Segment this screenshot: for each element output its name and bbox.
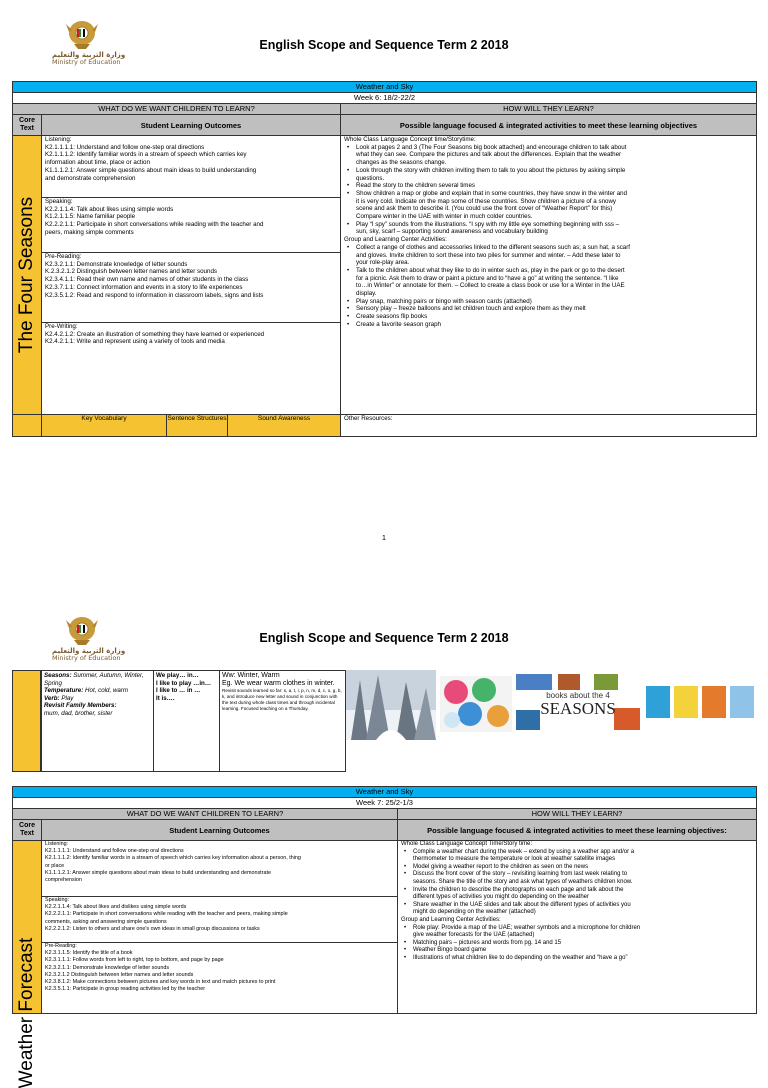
activity-item bbox=[413, 955, 753, 963]
activity-item bbox=[356, 313, 753, 321]
theme-band: Weather and Sky bbox=[13, 787, 757, 798]
activity-line: what they can see. Compare the pictures and talk about the differences. Explain that the weather bbox=[356, 151, 622, 159]
activity-line: different types of activities you might do depending on the weather bbox=[413, 894, 590, 901]
activity-line: might do depending on the weather (attached) bbox=[413, 909, 536, 916]
activity-item bbox=[356, 182, 753, 190]
outcome-line: and demonstrate comprehension bbox=[45, 174, 136, 182]
activity-line: • Weather Bingo board game bbox=[413, 947, 487, 954]
activity-line: give weather forecasts for the UAE (attached) bbox=[413, 932, 535, 939]
activity-item bbox=[413, 887, 753, 902]
outcome-line: K1.1.1.2.1: Answer simple questions about main ideas to build understanding and demonstrate bbox=[45, 869, 271, 876]
learn-question: WHAT DO WE WANT CHILDREN TO LEARN? bbox=[13, 809, 398, 820]
outcome-line: K2.3.5.1.1: Participate in group reading activities led by the teacher bbox=[45, 986, 206, 993]
activity-line: for a picnic. Ask them to draw or paint a picture and to “have a go” at writing the sentence. “I like bbox=[356, 274, 619, 282]
activity-line: • Compile a weather chart during the week – extend by using a weather app and/or a bbox=[413, 848, 635, 855]
temperature-label: Temperature: bbox=[44, 687, 84, 695]
week-label: Week 6: 18/2-22/2 bbox=[13, 93, 757, 104]
sentence-1: We play… in… bbox=[156, 672, 199, 679]
outcome-line: K2.1.1.1.1: Understand and follow one-step oral directions bbox=[45, 143, 205, 151]
core-text-label: Core Text bbox=[13, 820, 42, 841]
outcomes-header: Student Learning Outcomes bbox=[42, 820, 398, 841]
activity-line: • Create a favorite season graph bbox=[356, 320, 441, 328]
activity-line: • Sensory play – freeze balloons and let children touch and explore them as they melt bbox=[356, 305, 586, 313]
activity-line: display. bbox=[356, 290, 377, 298]
outcome-line: comprehension bbox=[45, 877, 82, 884]
sentence-structures-label: Sentence Structures bbox=[167, 415, 228, 436]
seasons-label: Seasons: bbox=[44, 672, 72, 679]
outcome-line: K2.3.2.1.2 Distinguish between letter names and letter sounds bbox=[45, 971, 194, 978]
activities-header: Possible language focused & integrated activities to meet these learning objectives: bbox=[398, 820, 757, 841]
activity-line: • Discuss the front cover of the story – revisiting learning from last week relating to bbox=[413, 871, 628, 878]
frozen-balloons-photo bbox=[440, 676, 512, 732]
activities-header: Possible language focused & integrated activities to meet these learning objectives bbox=[341, 115, 757, 136]
outcome-line: K2.1.1.1.2: Identify familiar words in a stream of speech which carries key information about a person, thing bbox=[45, 855, 301, 862]
activity-line: • Model giving a weather report to the children as seen on the news bbox=[413, 863, 589, 870]
verb-label: Verb: bbox=[44, 694, 60, 702]
activity-line: • Invite the children to describe the photographs on each page and talk about the bbox=[413, 886, 624, 893]
outcome-line: K2.3.5.1.2: Read and respond to information in classroom labels, signs and lists bbox=[45, 291, 264, 299]
pre-reading-outcomes bbox=[42, 943, 398, 1014]
activity-line: • Look through the story with children inviting them to talk to you about the pictures by asking simple bbox=[356, 166, 626, 174]
activity-list bbox=[344, 244, 753, 329]
outcome-line: comments, asking and answering simple questions bbox=[45, 918, 167, 925]
activity-item bbox=[356, 267, 753, 298]
sound-note: Revisit sounds learned so far: s, a, t, i, p, n, m, d, c, o, g, b, k, and introduce new letter and sound in conjunction with the text during whole class times and through incidental learning. Focused teaching on a Thursday. bbox=[222, 687, 342, 712]
sound-example: Eg. We wear warm clothes in winter. bbox=[222, 679, 335, 687]
activity-item bbox=[356, 190, 753, 221]
outcome-line: K2.2.1.1.4: Talk about likes and dislikes using simple words bbox=[45, 904, 187, 911]
activity-line: scene and ask them to describe it. (You could use the front cover of “Weather Report” for this) bbox=[356, 205, 613, 213]
key-vocab-label: Key Vocabulary bbox=[42, 415, 167, 436]
activity-item bbox=[356, 305, 753, 313]
activity-item bbox=[413, 902, 753, 917]
outcome-line: K2.2.2.1.1: Participate in short conversations while reading with the teacher and peers, making simple bbox=[45, 911, 288, 918]
other-resources: Other Resources: bbox=[341, 415, 757, 437]
activity-line: • Illustrations of what children like to do depending on the weather and “have a go” bbox=[413, 954, 628, 961]
outcome-line: K2.3.2.1.1: Demonstrate knowledge of letter sounds bbox=[45, 964, 170, 971]
ministry-name-english: Ministry of Education bbox=[52, 654, 121, 662]
outcome-heading: Listening: bbox=[45, 841, 69, 847]
sound-main: Ww: Winter, Warm bbox=[222, 672, 280, 679]
activity-line: to…in Winter” or annotate for them. – Collect to create a class book or use for a Winter in the UAE bbox=[356, 282, 625, 290]
activity-item bbox=[356, 167, 753, 182]
activity-list bbox=[344, 144, 753, 236]
outcomes-header: Student Learning Outcomes bbox=[42, 115, 341, 136]
outcome-line: K2.1.1.1.1: Understand and follow one-step oral directions bbox=[45, 848, 184, 855]
core-text-cell bbox=[13, 841, 42, 1088]
core-text-title: Weather Forecast bbox=[16, 937, 37, 1088]
activity-list bbox=[401, 849, 753, 917]
activity-line: • Create seasons flip books bbox=[356, 313, 428, 321]
outcome-line: K2.2.2.1.2: Listen to others and share one's own ideas in small group discussions or tasks bbox=[45, 925, 260, 932]
outcome-line: peers, making simple comments bbox=[45, 228, 134, 236]
activity-item bbox=[356, 321, 753, 329]
outcome-line: K2.4.2.1.1: Write and represent using a variety of tools and media bbox=[45, 338, 225, 346]
activity-line: Compare winter in the UAE with winter in much colder countries. bbox=[356, 213, 533, 221]
outcome-line: or place bbox=[45, 862, 65, 869]
vocab-table bbox=[41, 670, 346, 772]
activity-item bbox=[356, 144, 753, 167]
activity-line: changes as the seasons change. bbox=[356, 159, 447, 167]
ministry-name-english: Ministry of Education bbox=[52, 58, 121, 66]
core-text-label: Core Text bbox=[13, 115, 42, 136]
sentence-2: I like to play …in… bbox=[156, 679, 212, 687]
season-cards-photo bbox=[644, 680, 756, 724]
sentence-structures-cell bbox=[154, 671, 220, 772]
activity-item bbox=[413, 871, 753, 886]
snowy-trees-photo bbox=[346, 670, 436, 740]
outcome-line: K2.3.2.1.1: Demonstrate knowledge of letter sounds bbox=[45, 260, 188, 268]
verb-words: Play bbox=[59, 694, 74, 702]
activity-line: • Look at pages 2 and 3 (The Four Seasons big book attached) and encourage children to talk about bbox=[356, 143, 627, 151]
vocab-strip-core bbox=[12, 670, 41, 772]
activity-line: sun, sky, scarf – supporting sound awareness and vocabulary building bbox=[356, 228, 548, 236]
outcome-heading: Pre-Reading: bbox=[45, 943, 77, 949]
activity-heading: Whole Class Language Concept Time/Story time: bbox=[401, 841, 533, 847]
listening-outcomes bbox=[42, 136, 341, 198]
outcome-heading: Speaking: bbox=[45, 198, 73, 205]
activity-item bbox=[413, 940, 753, 948]
activity-line: • Role play: Provide a map of the UAE; weather symbols and a microphone for children bbox=[413, 924, 641, 931]
sound-awareness-cell bbox=[220, 671, 346, 772]
books-heading: books about the 4 bbox=[546, 691, 610, 700]
outcome-line: K2.4.2.1.2: Create an illustration of something they have learned or experienced bbox=[45, 330, 265, 338]
activity-line: • Read the story to the children several times bbox=[356, 182, 475, 190]
activity-line: • Play “I spy” sounds from the illustrations. “I spy with my little eye something beginning with sss – bbox=[356, 220, 620, 228]
footer-spacer bbox=[13, 415, 42, 437]
activity-item bbox=[413, 925, 753, 940]
family-label: Revisit Family Members: bbox=[44, 702, 117, 710]
outcome-line: K1.1.1.2.1: Answer simple questions about main ideas to build understanding bbox=[45, 166, 257, 174]
activity-line: • Talk to the children about what they like to do in winter such as, play in the park or go to the desert bbox=[356, 266, 625, 274]
sentence-4: It is…. bbox=[156, 694, 175, 702]
temperature-words: Hot, cold, warm bbox=[83, 687, 129, 695]
activity-item bbox=[413, 947, 753, 955]
outcome-line: K2.2.2.1.1: Participate in short conversations while reading with the teacher and bbox=[45, 221, 264, 229]
footer-columns bbox=[42, 415, 341, 437]
activity-line: thermometer to measure the temperature or look at weather satellite images bbox=[413, 856, 616, 863]
core-text-cell bbox=[13, 136, 42, 415]
activity-item bbox=[413, 849, 753, 864]
activity-line: • Matching pairs – pictures and words from pg. 14 and 15 bbox=[413, 939, 562, 946]
activity-item bbox=[356, 298, 753, 306]
activity-item bbox=[356, 221, 753, 236]
activity-line: questions. bbox=[356, 174, 385, 182]
outcome-line: K2.3.1.1.5: Identify the title of a book bbox=[45, 950, 133, 957]
core-text-title: The Four Seasons bbox=[16, 196, 37, 354]
theme-band: Weather and Sky bbox=[13, 82, 757, 93]
week-label: Week 7: 25/2-1/3 bbox=[13, 798, 757, 809]
activity-heading: Group and Learning Center Activities: bbox=[344, 236, 447, 244]
activity-line: • Play snap, matching pairs or bingo with season cards (attached) bbox=[356, 297, 532, 305]
activities-cell bbox=[398, 841, 757, 1014]
week7-table bbox=[12, 786, 757, 1088]
speaking-outcomes bbox=[42, 897, 398, 943]
outcome-line: K2.1.1.1.2: Identify familiar words in a stream of speech which carries key bbox=[45, 151, 247, 159]
page-number: 1 bbox=[381, 533, 387, 542]
seasons-books-photo bbox=[514, 674, 642, 730]
seasons-words: Summer, Autumn, Winter, Spring bbox=[44, 672, 144, 687]
how-question: HOW WILL THEY LEARN? bbox=[398, 809, 757, 820]
learn-question: WHAT DO WE WANT CHILDREN TO LEARN? bbox=[13, 104, 341, 115]
activity-heading: Group and Learning Center Activities: bbox=[401, 916, 501, 923]
outcome-line: K.2.3.2.1.2 Distinguish between letter names and letter sounds bbox=[45, 268, 217, 276]
activity-line: your role-play area. bbox=[356, 259, 410, 267]
activity-line: and gloves. Invite children to sort these into two piles for summer and winter. – Add these later to bbox=[356, 251, 621, 259]
outcome-line: K2.3.4.1.1: Read their own name and names of other students in the class bbox=[45, 276, 249, 284]
activity-line: • Show children a map or globe and explain that in some countries, they have snow in the winter and bbox=[356, 189, 628, 197]
sentence-3: I like to … in … bbox=[156, 687, 201, 695]
outcome-heading: Speaking: bbox=[45, 897, 69, 903]
outcome-line: K2.3.7.1.1: Connect information and events in a story to life experiences bbox=[45, 283, 243, 291]
pre-reading-outcomes bbox=[42, 253, 341, 323]
outcome-line: K1.2.1.1.5: Name familiar people bbox=[45, 213, 136, 221]
activity-line: • Share weather in the UAE slides and talk about the different types of activities you bbox=[413, 901, 631, 908]
activity-line: • Collect a range of clothes and accessories linked to the different seasons such as; a sun hat, a scarf bbox=[356, 243, 631, 251]
activity-item bbox=[356, 244, 753, 267]
page-title: English Scope and Sequence Term 2 2018 bbox=[259, 38, 509, 52]
outcome-line: K2.3.8.1.2: Make connections between pictures and key words in text and match pictures to print bbox=[45, 979, 276, 986]
outcome-heading: Pre-Writing: bbox=[45, 323, 78, 330]
sound-awareness-label: Sound Awareness bbox=[257, 415, 311, 422]
activity-line: it is very cold. Indicate on the map some of these countries. Show children a picture of a snowy bbox=[356, 197, 617, 205]
listening-outcomes bbox=[42, 841, 398, 897]
week6-table bbox=[12, 81, 757, 437]
outcome-line: K2.2.1.1.4: Talk about likes using simple words bbox=[45, 205, 174, 213]
activity-line: seasons. Share the title of the story and ask what types of weathers children know. bbox=[413, 878, 633, 885]
outcome-heading: Listening: bbox=[45, 136, 72, 143]
activities-cell bbox=[341, 136, 757, 415]
activity-item bbox=[413, 864, 753, 872]
speaking-outcomes bbox=[42, 198, 341, 253]
ministry-name-arabic: وزارة التربية والتعليم bbox=[52, 647, 126, 655]
pre-writing-outcomes bbox=[42, 323, 341, 415]
seasons-heading: SEASONS bbox=[540, 699, 616, 718]
outcome-line: information about time, place or action bbox=[45, 159, 150, 167]
page-title-2: English Scope and Sequence Term 2 2018 bbox=[259, 631, 509, 645]
how-question: HOW WILL THEY LEARN? bbox=[341, 104, 757, 115]
key-vocabulary-cell bbox=[42, 671, 154, 772]
ministry-name-arabic: وزارة التربية والتعليم bbox=[52, 51, 126, 59]
outcome-heading: Pre-Reading: bbox=[45, 253, 82, 260]
outcome-line: K2.3.1.1.1: Follow words from left to right, top to bottom, and page by page bbox=[45, 957, 224, 964]
activity-heading: Whole Class Language Concept time/Storytime: bbox=[344, 136, 476, 143]
family-words: mum, dad, brother, sister bbox=[44, 709, 113, 717]
activity-list bbox=[401, 925, 753, 963]
